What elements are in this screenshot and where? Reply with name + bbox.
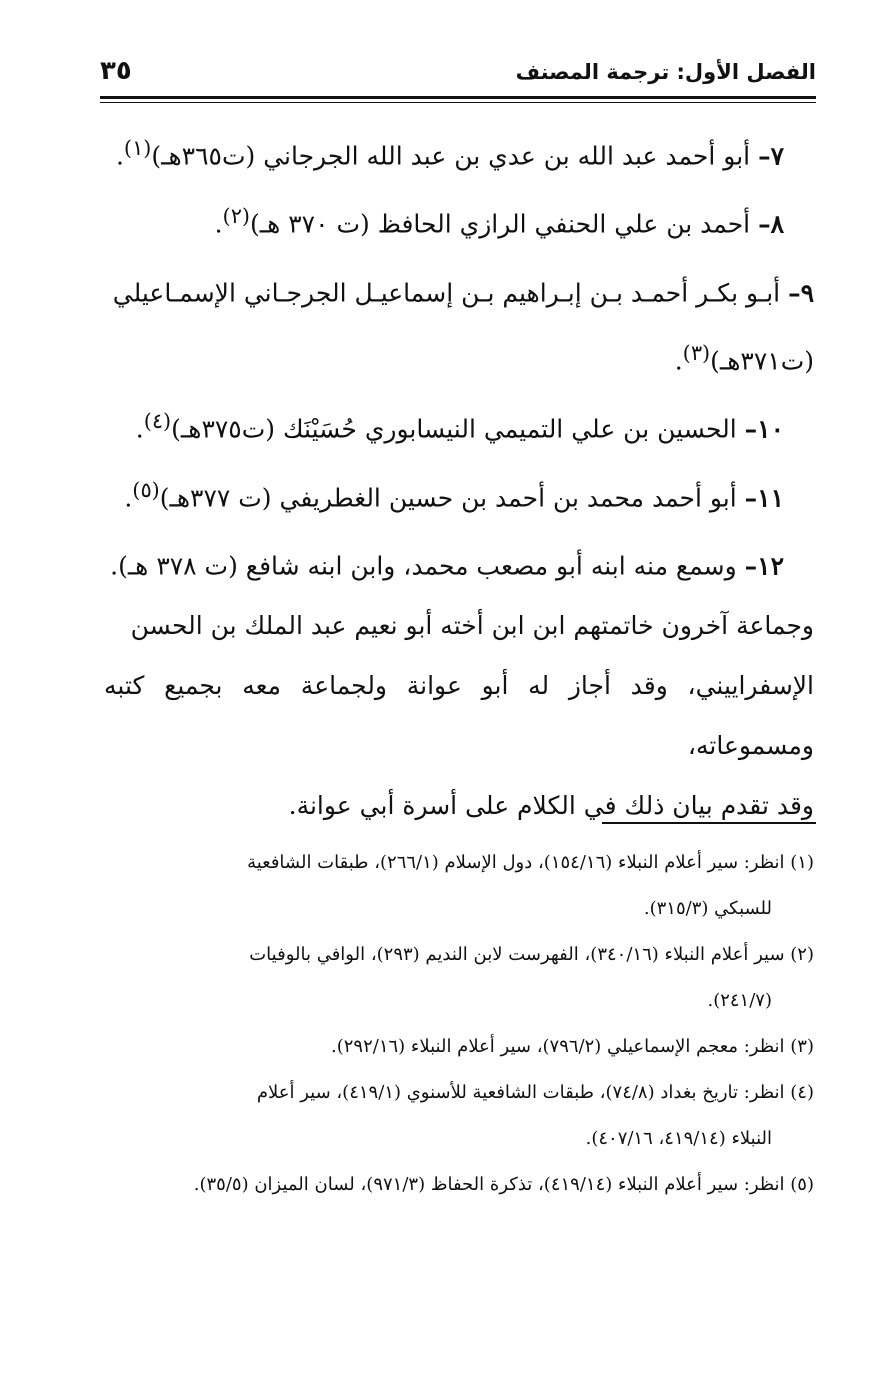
item-end: .	[124, 482, 133, 512]
item-text: الحسين بن علي التميمي النيسابوري حُسَيْنَك (ت٣٧٥هـ)	[171, 414, 745, 444]
header-rule-thick	[100, 96, 816, 99]
footnote-line: للسبكي (٣١٥/٣).	[643, 898, 772, 919]
item-text: أبـو بكـر أحمـد بـن إبـراهيم بـن إسماعيـل الجرجـاني الإسمـاعيلي	[112, 277, 789, 307]
list-item	[104, 118, 814, 186]
footnote-ref: (٢)	[222, 204, 251, 229]
footnote-ref: (٥)	[132, 477, 160, 502]
footnote-line: (٣) انظر: معجم الإسماعيلي (٧٩٦/٢)، سير أعلام النبلاء (٢٩٢/١٦).	[331, 1036, 814, 1057]
list-item-continuation	[104, 323, 814, 391]
list-item	[104, 460, 814, 528]
running-title: الفصل الأول: ترجمة المصنف	[515, 60, 816, 84]
item-end: .	[135, 414, 144, 444]
header-rule-thin	[100, 102, 816, 103]
item-text: أحمد بن علي الحنفي الرازي الحافظ (ت ٣٧٠ هـ)	[250, 209, 759, 239]
footnote-line: (٢٤١/٧).	[707, 990, 772, 1011]
item-number: ١٢–	[744, 551, 784, 581]
footnote-line: (٥) انظر: سير أعلام النبلاء (٤١٩/١٤)، تذكرة الحفاظ (٩٧١/٣)، لسان الميزان (٣٥/٥).	[193, 1174, 814, 1195]
item-text: أبو أحمد عبد الله بن عدي بن عبد الله الجرجاني (ت٣٦٥هـ)	[151, 141, 759, 171]
list-item	[104, 255, 814, 323]
page-header	[100, 56, 816, 96]
paragraph-line: وقد تقدم بيان ذلك في الكلام على أسرة أبي عوانة.	[288, 791, 814, 821]
item-end: .	[214, 209, 223, 239]
item-number: ٩–	[788, 277, 814, 307]
footnote-line: (١) انظر: سير أعلام النبلاء (١٥٤/١٦)، دول الإسلام (٢٦٦/١)، طبقات الشافعية	[247, 852, 814, 873]
item-number: ٧–	[758, 141, 784, 171]
main-text	[104, 118, 814, 836]
item-number: ١١–	[744, 482, 784, 512]
paragraph-line: الإسفراييني، وقد أجاز له أبو عوانة ولجماعة معه بجميع كتبه ومسموعاته،	[104, 671, 814, 761]
item-text: أبو أحمد محمد بن أحمد بن حسين الغطريفي (ت ٣٧٧هـ)	[159, 482, 745, 512]
footnotes	[104, 840, 814, 1208]
item-text: وسمع منه ابنه أبو مصعب محمد، وابن ابنه شافع (ت ٣٧٨ هـ).	[110, 551, 745, 581]
footnote-line: (٢) سير أعلام النبلاء (٣٤٠/١٦)، الفهرست لابن النديم (٢٩٣)، الوافي بالوفيات	[249, 944, 814, 965]
paragraph-line: وجماعة آخرون خاتمتهم ابن ابن أخته أبو نعيم عبد الملك بن الحسن	[130, 611, 814, 641]
item-end: .	[115, 141, 124, 171]
footnote-ref: (٤)	[143, 409, 172, 434]
list-item	[104, 391, 814, 459]
page-number: ٣٥	[100, 56, 132, 86]
footnote-ref: (٣)	[682, 340, 711, 365]
item-text: (ت٣٧١هـ)	[710, 346, 814, 376]
footnote-line: (٤) انظر: تاريخ بغداد (٧٤/٨)، طبقات الشافعية للأسنوي (٤١٩/١)، سير أعلام	[256, 1082, 814, 1103]
footnote-ref: (١)	[123, 136, 152, 160]
footnote-line: النبلاء (٤١٩/١٤، ٤٠٧/١٦).	[585, 1128, 772, 1149]
list-item	[104, 186, 814, 254]
item-number: ٨–	[758, 209, 784, 239]
footnote-separator	[602, 822, 816, 824]
item-end: .	[674, 346, 683, 376]
item-number: ١٠–	[744, 414, 784, 444]
list-item	[104, 528, 814, 596]
